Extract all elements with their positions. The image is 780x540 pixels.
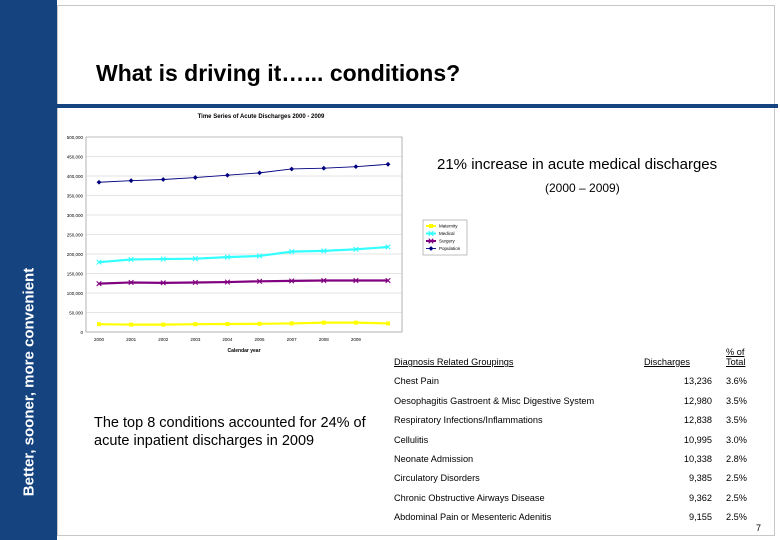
table-header-row	[390, 343, 766, 367]
x-tick-label: 2008	[318, 337, 329, 342]
header-discharges: Discharges	[644, 357, 690, 367]
percent-value: 3.0%	[726, 434, 747, 445]
callout-period: (2000 – 2009)	[545, 181, 620, 195]
y-tick-label: 50,000	[69, 310, 83, 316]
table-row	[390, 406, 766, 425]
percent-value: 2.5%	[726, 512, 747, 523]
legend-label: Population	[439, 246, 461, 252]
x-tick-label: 2007	[286, 337, 297, 342]
diagnosis-name: Circulatory Disorders	[394, 473, 480, 484]
data-point-maternity	[258, 322, 262, 326]
y-tick-label: 250,000	[66, 232, 83, 238]
callout-headline: 21% increase in acute medical discharges	[437, 156, 718, 173]
sidebar-banner	[0, 0, 57, 540]
header-diagnosis-groupings: Diagnosis Related Groupings	[394, 357, 514, 367]
page-title: What is driving it…... conditions?	[96, 60, 461, 86]
diagnosis-name: Oesophagitis Gastroent & Misc Digestive System	[394, 395, 595, 406]
y-tick-label: 500,000	[66, 135, 83, 140]
table-row	[390, 425, 766, 444]
data-point-maternity	[354, 321, 358, 325]
summary-text: The top 8 conditions accounted for 24% of acute inpatient discharges in 2009	[94, 415, 366, 449]
y-tick-label: 100,000	[66, 291, 83, 296]
x-tick-label: 2001	[126, 337, 137, 342]
legend-label: Maternity	[439, 223, 458, 229]
x-tick-label: 2009	[350, 337, 361, 342]
table-row	[390, 386, 766, 405]
data-point-maternity	[386, 321, 390, 325]
discharges-value: 9,385	[689, 473, 712, 484]
discharges-value: 13,236	[683, 376, 712, 387]
data-point-maternity	[322, 321, 326, 325]
percent-value: 3.6%	[726, 376, 747, 387]
percent-value: 2.5%	[726, 492, 747, 503]
table-row	[390, 503, 766, 522]
x-tick-label: 2000	[93, 337, 105, 342]
header-percent-of-total: % of Total	[726, 347, 746, 367]
data-point-maternity	[97, 322, 101, 326]
data-point-maternity	[225, 322, 229, 326]
diagnosis-name: Cellulitis	[394, 434, 429, 445]
discharges-value: 10,995	[683, 434, 712, 445]
data-point-maternity	[290, 321, 294, 325]
data-point-maternity	[161, 323, 165, 327]
legend-marker	[429, 224, 433, 228]
percent-value: 2.8%	[726, 453, 747, 464]
percent-value: 3.5%	[726, 395, 747, 406]
data-point-maternity	[193, 322, 197, 326]
x-axis-label: Calendar year	[227, 348, 261, 354]
legend-label: Medical	[439, 231, 455, 237]
sidebar-slogan: Better, sooner, more convenient	[20, 267, 38, 497]
percent-value: 2.5%	[726, 473, 747, 484]
data-point-maternity	[129, 323, 133, 327]
table-row	[390, 483, 766, 502]
diagnosis-name: Respiratory Infections/Inflammations	[394, 415, 543, 426]
y-tick-label: 350,000	[66, 193, 83, 199]
x-tick-label: 2003	[190, 337, 201, 342]
diagnosis-name: Chest Pain	[394, 376, 439, 387]
page-number: 7	[756, 523, 762, 533]
y-tick-label: 0	[80, 330, 83, 335]
y-tick-label: 150,000	[66, 271, 83, 277]
table-row	[390, 367, 766, 386]
discharges-value: 12,980	[683, 395, 712, 406]
x-tick-label: 2004	[222, 337, 233, 342]
diagnosis-table	[390, 343, 766, 522]
table-row	[390, 445, 766, 464]
diagnosis-name: Neonate Admission	[394, 453, 474, 464]
table-row	[390, 464, 766, 483]
x-tick-label: 2002	[158, 337, 169, 342]
percent-value: 3.5%	[726, 415, 747, 426]
x-tick-label: 2005	[254, 337, 265, 342]
discharges-value: 10,338	[683, 453, 712, 464]
diagnosis-name: Abdominal Pain or Mesenteric Adenitis	[394, 512, 552, 523]
y-tick-label: 450,000	[66, 154, 83, 160]
y-tick-label: 400,000	[66, 174, 83, 179]
chart-title: Time Series of Acute Discharges 2000 - 2009	[197, 114, 325, 120]
discharges-line-chart	[57, 108, 461, 354]
legend-label: Surgery	[439, 238, 455, 244]
y-tick-label: 300,000	[66, 213, 83, 218]
discharges-value: 9,362	[689, 492, 712, 503]
discharges-value: 12,838	[683, 415, 712, 426]
discharges-value: 9,155	[689, 512, 712, 523]
diagnosis-name: Chronic Obstructive Airways Disease	[394, 492, 545, 503]
y-tick-label: 200,000	[66, 252, 83, 257]
